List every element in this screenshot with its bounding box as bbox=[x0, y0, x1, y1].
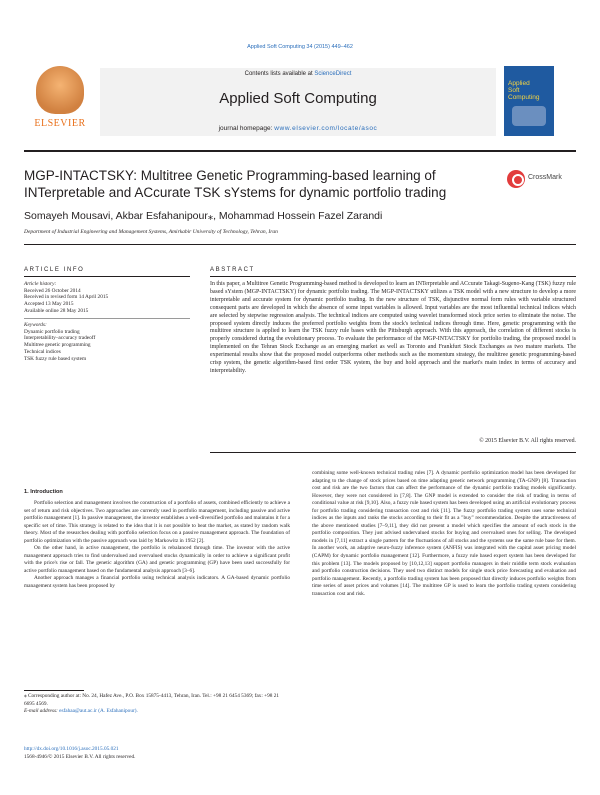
corresponding-author-note: ⁎ Corresponding author at: No. 24, Hafez Ave., P.O. Box 15875-4413, Tehran, Iran. Tel.: +98 21 6454 5369; fax: +98 21 6695 4569. bbox=[24, 693, 280, 707]
email-link[interactable]: esfahaa@aut.ac.ir (A. Esfahanipour). bbox=[59, 708, 138, 714]
abstract-divider bbox=[210, 276, 576, 277]
author-list: Somayeh Mousavi, Akbar Esfahanipour⁎, Mohammad Hossein Fazel Zarandi bbox=[24, 210, 383, 222]
intro-paragraph: Portfolio selection and management involves the construction of a portfolio of assets, combined efficiently to achieve a set of return and risk objectives. Two approaches are currently used in portfolio management, including passive and active portfolio management [1]. In passive management, the investor establishes a well-diversified portfolio and maintains it for a specific set of time. This strategy is related to the idea that it is not possible to beat the market, as stated by random walk theory. Most of the researches dealing with portfolio selection focus on a passive management approach. The foundation of portfolio optimization with the passive approach was laid by Markowitz in 1952 [2]. bbox=[24, 500, 290, 544]
contents-prefix: Contents lists available at bbox=[244, 71, 315, 77]
journal-reference[interactable]: Applied Soft Computing 34 (2015) 449–462 bbox=[247, 44, 353, 50]
abstract-text: In this paper, a Multitree Genetic Programming-based method is developed to learn an INTerpretable and ACcurate Takagi-Sugeno-Kang (TSK) fuzzy rule based sYstem (MGP-INTACTSKY) for dynamic portfolio trading. The MGP-INTACTSKY utilizes a TSK model with a new structure to develop a more interpretable and accurate system for dynamic portfolio trading. In the new structure of TSK, disjunctive normal form rules with variable structured consequent parts are developed in which the absence of some input variables is allowed. Input variables are the most influential technical indices which are selected by stepwise regression analysis. The technical indices are computed using wavelet transformed stock price series to eliminate the noise. The proposed system directly induces the preferred portfolio weights from the stock's technical indices through time. Here, genetic programming with the multitree structure is applied to learn the TSK fuzzy rule bases with the Pittsburgh approach. With this approach, the correlation of different stocks is properly considered during the evolutionary process. To evaluate the performance of the MGP-INTACTSKY for portfolio trading, the proposed model is implemented on the Tehran Stock Exchange as an emerging market as well as Toronto and Frankfurt Stock Exchanges as two mature markets. The experimental results show that the proposed model outperforms other methods such as the momentum strategy, the multitree genetic programming-based crisp system, the genetic algorithm-based first order TSK system, the buy and hold approach and the market's main index in terms of accuracy and interpretability. bbox=[210, 281, 576, 374]
article-footer bbox=[24, 746, 135, 761]
journal-homepage bbox=[100, 125, 496, 132]
homepage-link[interactable]: www.elsevier.com/locate/asoc bbox=[274, 125, 378, 132]
abstract-heading: ABSTRACT bbox=[210, 267, 255, 273]
history-item: Accepted 13 May 2015 bbox=[24, 301, 74, 308]
crossmark-badge[interactable] bbox=[507, 170, 572, 192]
publisher-name: ELSEVIER bbox=[34, 118, 86, 129]
cover-title-line: Computing bbox=[508, 94, 540, 101]
sciencedirect-link[interactable]: ScienceDirect bbox=[314, 71, 352, 77]
journal-title: Applied Soft Computing bbox=[219, 90, 377, 107]
abstract-copyright: © 2015 Elsevier B.V. All rights reserved. bbox=[479, 438, 576, 444]
history-divider bbox=[24, 318, 190, 319]
history-item: Received in revised form 14 April 2015 bbox=[24, 294, 109, 301]
history-item: Available online 28 May 2015 bbox=[24, 307, 89, 314]
article-info-heading: ARTICLE INFO bbox=[24, 267, 85, 273]
email-line bbox=[24, 708, 290, 716]
keyword-item: Multitree genetic programming bbox=[24, 342, 91, 349]
keyword-item: TSK fuzzy rule based system bbox=[24, 355, 87, 362]
article-title: MGP-INTACTSKY: Multitree Genetic Programming-based learning of INTerpretable and ACcurate TSK sYstems for dynamic portfolio trading bbox=[24, 168, 447, 200]
intro-paragraph: Another approach manages a financial portfolio using technical analysis indicators. A GA-based dynamic portfolio management system has been proposed by bbox=[24, 575, 290, 590]
cover-title bbox=[508, 80, 539, 101]
affiliation: Department of Industrial Engineering and Management Systems, Amirkabir University of Technology, Tehran, Iran bbox=[24, 229, 278, 235]
history-label: Article history: bbox=[24, 281, 57, 287]
header-divider bbox=[24, 150, 576, 152]
footnote bbox=[24, 693, 290, 716]
cover-title-line: Applied bbox=[508, 80, 530, 87]
email-label: E-mail address: bbox=[24, 708, 60, 714]
keyword-item: Technical indices bbox=[24, 348, 61, 355]
authors-divider bbox=[24, 244, 576, 245]
intro-paragraph: combining some well-known technical trading rules [7]. A dynamic portfolio optimization model has been developed for adapting to the change of stock prices based on time adapting genetic network programming (TA-GNP) [8]. Transaction cost and risk are the two factors that can affect the performance of the dynamic portfolio trading models significantly. However, they were not considered in [7,8]. The GNP model is extended to consider the risk of trading in terms of conditional value at risk [9,10]. Also, a fuzzy rule based system has been developed using an artificial evolutionary process for portfolio trading considering transaction cost and risk [11]. The fuzzy portfolio trading system uses some technical indices as the inputs and ranks the stocks according to their fit as a "buy" recommendation. Despite the attractiveness of the above mentioned studies [7–9,11], they did not present a model which specifies the amount of each stock in the portfolio composition. They just advised undervalued stocks for buying and overvalued ones for selling. The developed models in [7,11] extract a single pattern for the fluctuations of all stocks and the systems use the same rule base for them. In another work, an adaptive neuro-fuzzy inference system (ANFIS) was integrated with the capital asset pricing model (CAPM) for dynamic portfolio management [12]. Furthermore, a fuzzy rule based expert system has been developed for this problem [13]. The models proposed by [10,12,13] support portfolio managers in their middle term stock evaluation and portfolio construction decisions. They used two distinct models for single stock price forecasting and evaluation and portfolio management. Recently, a portfolio trading system has been proposed that directly induces portfolio weights from time series of asset prices and volumes [14]. The multitree GP is used to learn the portfolio trading system considering transaction cost and risk. bbox=[312, 470, 576, 597]
keyword-item: Interpretability–accuracy tradeoff bbox=[24, 335, 96, 342]
abstract-bottom-divider bbox=[210, 452, 576, 453]
footnote-rule bbox=[24, 690, 84, 691]
crossmark-icon bbox=[507, 170, 525, 188]
doi-link[interactable]: http://dx.doi.org/10.1016/j.asoc.2015.05.021 bbox=[24, 746, 119, 752]
article-info-divider bbox=[24, 276, 190, 277]
elsevier-logo bbox=[24, 66, 96, 136]
journal-cover-image bbox=[504, 66, 554, 136]
keyword-item: Dynamic portfolio trading bbox=[24, 328, 80, 335]
issn-line: 1568-4946/© 2015 Elsevier B.V. All rights reserved. bbox=[24, 753, 136, 760]
contents-line bbox=[100, 71, 496, 77]
cover-art bbox=[512, 106, 546, 126]
intro-paragraph: On the other hand, in active management, the portfolio is rebalanced through time. The investor with the active management approach tries to find undervalued and overvalued stocks dynamically in order to achieve a significant profit with the price's rise or fall. The genetic algorithm (GA) and genetic programming (GP) have been used successfully for active portfolio management based on the fundamental analysis approach [3–6]. bbox=[24, 545, 290, 574]
history-item: Received 26 October 2014 bbox=[24, 287, 81, 294]
keywords-label: Keywords: bbox=[24, 322, 47, 328]
crossmark-label: CrossMark bbox=[528, 174, 562, 181]
intro-right-column bbox=[312, 470, 576, 598]
section-heading-introduction: 1. Introduction bbox=[24, 489, 63, 495]
intro-left-column bbox=[24, 500, 290, 591]
keywords bbox=[24, 322, 190, 362]
cover-title-line: Soft bbox=[508, 87, 520, 94]
homepage-prefix: journal homepage: bbox=[218, 125, 275, 132]
elsevier-tree-icon bbox=[36, 66, 84, 114]
article-history bbox=[24, 281, 190, 315]
